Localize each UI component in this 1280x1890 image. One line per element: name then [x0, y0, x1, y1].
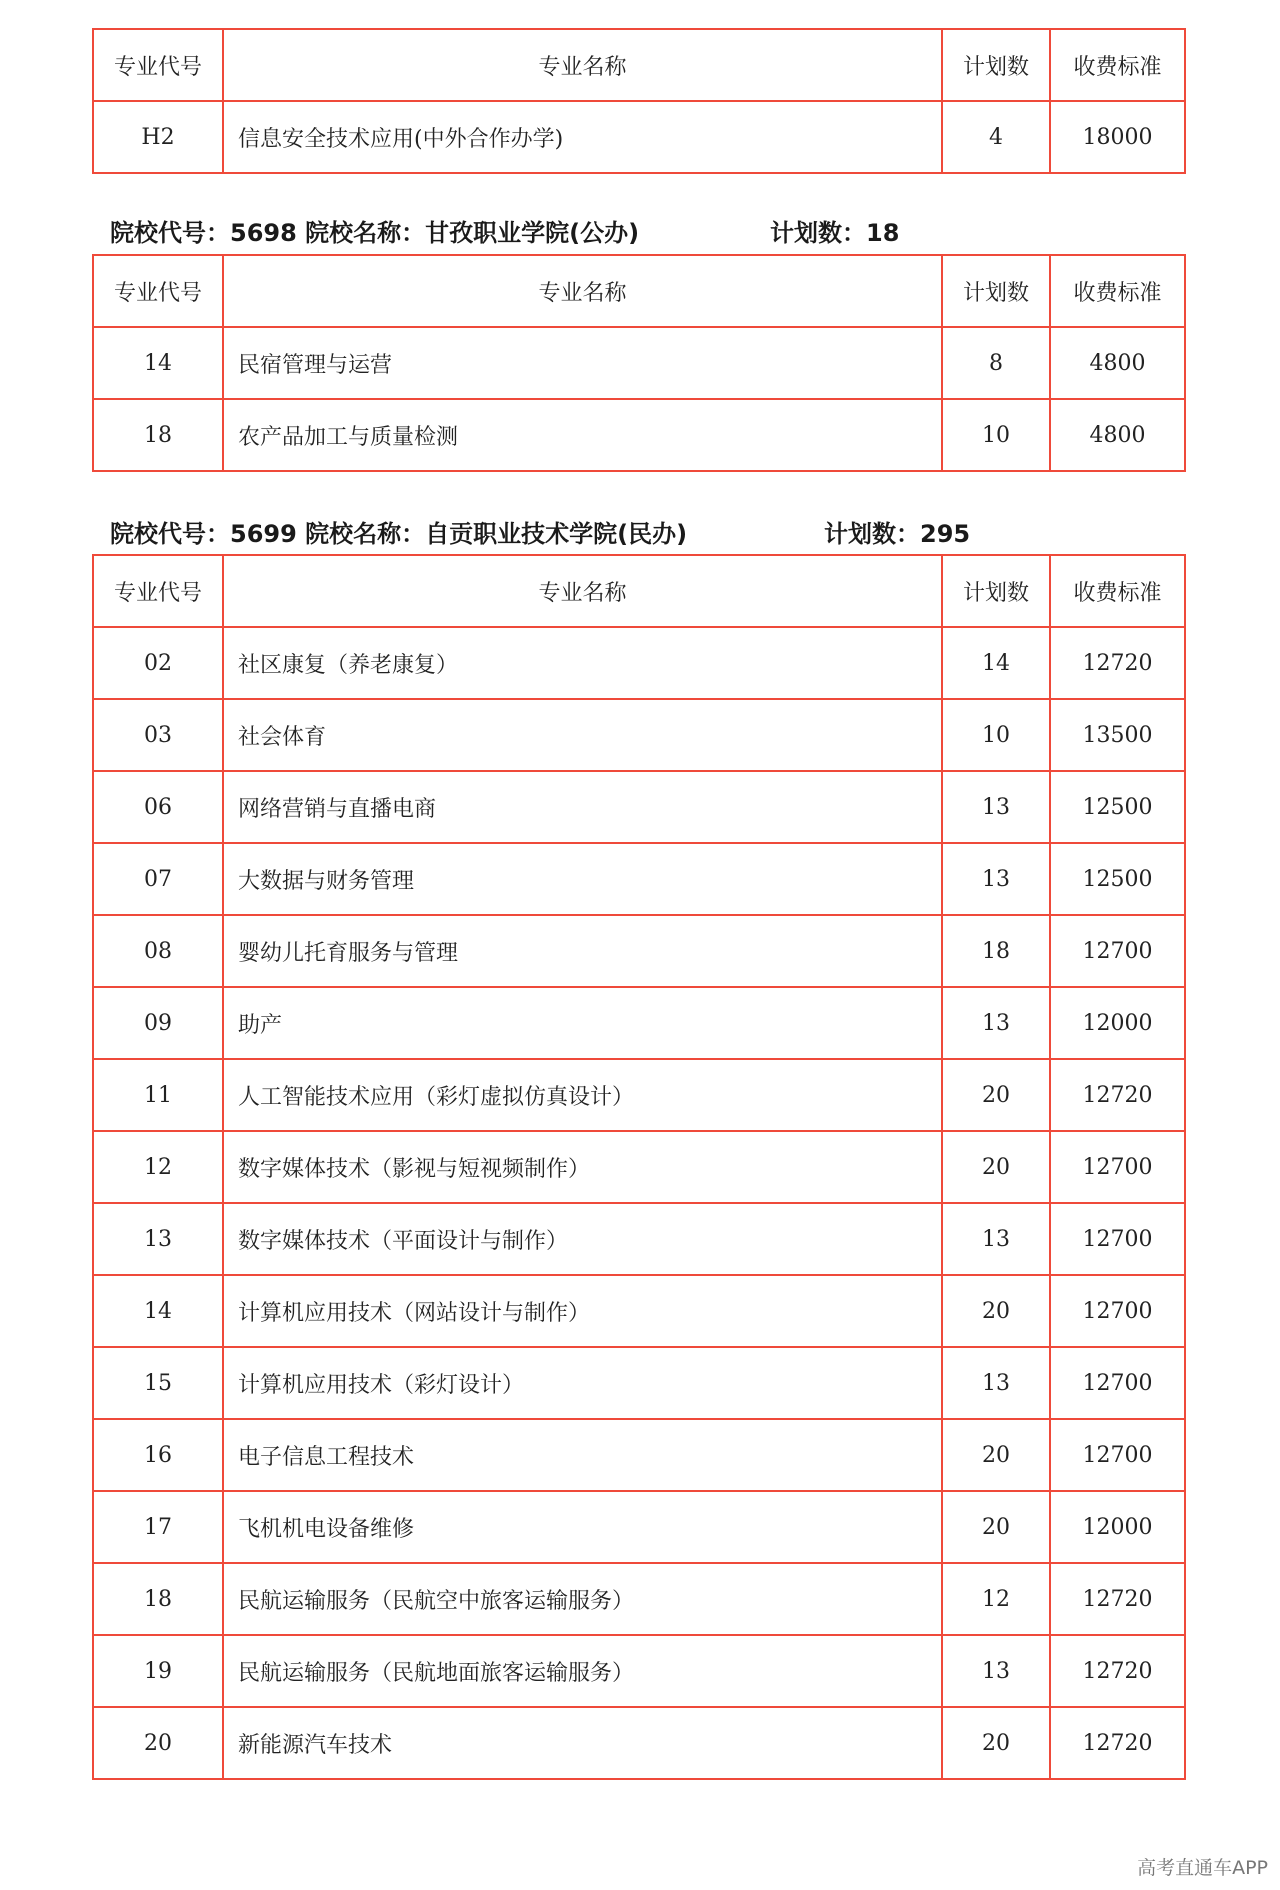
table-row: [93, 1347, 1185, 1419]
major-name: 大数据与财务管理: [223, 843, 942, 915]
major-code: 03: [93, 699, 223, 771]
major-code: 19: [93, 1635, 223, 1707]
school-plan-label: 计划数：295: [824, 520, 971, 548]
fee-standard: 12000: [1050, 987, 1185, 1059]
major-table-1: [92, 28, 1186, 174]
plan-count: 13: [942, 843, 1050, 915]
header-major-code: 专业代号: [93, 255, 223, 327]
plan-count: 4: [942, 101, 1050, 173]
plan-count: 20: [942, 1491, 1050, 1563]
major-code: 18: [93, 1563, 223, 1635]
header-major-name: 专业名称: [223, 255, 942, 327]
table-row: [93, 1491, 1185, 1563]
major-table-2: [92, 254, 1186, 472]
table-row: [93, 327, 1185, 399]
major-code: 12: [93, 1131, 223, 1203]
table-row: [93, 627, 1185, 699]
header-major-name: 专业名称: [223, 29, 942, 101]
major-name: 信息安全技术应用(中外合作办学): [223, 101, 942, 173]
table-row: [93, 1635, 1185, 1707]
school-name-label: 院校名称：自贡职业技术学院(民办): [305, 520, 688, 548]
major-code: H2: [93, 101, 223, 173]
major-name: 人工智能技术应用（彩灯虚拟仿真设计）: [223, 1059, 942, 1131]
major-name: 数字媒体技术（影视与短视频制作）: [223, 1131, 942, 1203]
fee-standard: 18000: [1050, 101, 1185, 173]
major-code: 20: [93, 1707, 223, 1779]
major-code: 08: [93, 915, 223, 987]
table-row: [93, 987, 1185, 1059]
table-row: [93, 843, 1185, 915]
fee-standard: 4800: [1050, 399, 1185, 471]
fee-standard: 12700: [1050, 1275, 1185, 1347]
fee-standard: 12720: [1050, 1059, 1185, 1131]
fee-standard: 12700: [1050, 1131, 1185, 1203]
major-code: 06: [93, 771, 223, 843]
major-code: 09: [93, 987, 223, 1059]
major-name: 社会体育: [223, 699, 942, 771]
header-fee-standard: 收费标准: [1050, 255, 1185, 327]
table-header-row: [93, 255, 1185, 327]
plan-count: 8: [942, 327, 1050, 399]
plan-count: 12: [942, 1563, 1050, 1635]
school-plan-label: 计划数：18: [770, 219, 900, 247]
fee-standard: 12700: [1050, 1419, 1185, 1491]
major-code: 07: [93, 843, 223, 915]
major-code: 02: [93, 627, 223, 699]
school-name-label: 院校名称：甘孜职业学院(公办): [305, 219, 640, 247]
major-code: 18: [93, 399, 223, 471]
major-code: 14: [93, 1275, 223, 1347]
plan-count: 20: [942, 1131, 1050, 1203]
watermark-text: 高考直通车APP: [1137, 1857, 1268, 1879]
major-code: 17: [93, 1491, 223, 1563]
plan-count: 20: [942, 1707, 1050, 1779]
header-major-name: 专业名称: [223, 555, 942, 627]
plan-count: 10: [942, 399, 1050, 471]
plan-count: 13: [942, 1347, 1050, 1419]
major-name: 民航运输服务（民航空中旅客运输服务）: [223, 1563, 942, 1635]
header-plan-count: 计划数: [942, 255, 1050, 327]
major-code: 11: [93, 1059, 223, 1131]
plan-count: 20: [942, 1059, 1050, 1131]
major-code: 14: [93, 327, 223, 399]
major-table-3: [92, 554, 1186, 1780]
table-header-row: [93, 29, 1185, 101]
table-row: [93, 1131, 1185, 1203]
fee-standard: 12700: [1050, 915, 1185, 987]
header-fee-standard: 收费标准: [1050, 555, 1185, 627]
plan-count: 10: [942, 699, 1050, 771]
fee-standard: 12000: [1050, 1491, 1185, 1563]
school-code-label: 院校代号：5698: [110, 219, 297, 247]
fee-standard: 12720: [1050, 1707, 1185, 1779]
header-major-code: 专业代号: [93, 29, 223, 101]
fee-standard: 12700: [1050, 1347, 1185, 1419]
plan-count: 13: [942, 1635, 1050, 1707]
major-code: 13: [93, 1203, 223, 1275]
major-name: 民宿管理与运营: [223, 327, 942, 399]
major-code: 15: [93, 1347, 223, 1419]
plan-count: 14: [942, 627, 1050, 699]
plan-count: 13: [942, 771, 1050, 843]
table-row: [93, 771, 1185, 843]
fee-standard: 12700: [1050, 1203, 1185, 1275]
fee-standard: 4800: [1050, 327, 1185, 399]
fee-standard: 12720: [1050, 1635, 1185, 1707]
table-row: [93, 1419, 1185, 1491]
table-row: [93, 915, 1185, 987]
major-name: 飞机机电设备维修: [223, 1491, 942, 1563]
fee-standard: 12500: [1050, 771, 1185, 843]
major-name: 计算机应用技术（网站设计与制作）: [223, 1275, 942, 1347]
table-row: [93, 1275, 1185, 1347]
school-header-5699: [110, 517, 971, 551]
header-major-code: 专业代号: [93, 555, 223, 627]
major-name: 农产品加工与质量检测: [223, 399, 942, 471]
plan-count: 20: [942, 1419, 1050, 1491]
school-code-label: 院校代号：5699: [110, 520, 297, 548]
plan-count: 13: [942, 987, 1050, 1059]
table-row: [93, 1059, 1185, 1131]
header-plan-count: 计划数: [942, 29, 1050, 101]
header-fee-standard: 收费标准: [1050, 29, 1185, 101]
major-name: 社区康复（养老康复）: [223, 627, 942, 699]
table-row: [93, 1563, 1185, 1635]
table-row: [93, 399, 1185, 471]
major-name: 电子信息工程技术: [223, 1419, 942, 1491]
major-code: 16: [93, 1419, 223, 1491]
table-row: [93, 1203, 1185, 1275]
major-name: 婴幼儿托育服务与管理: [223, 915, 942, 987]
table-row: [93, 101, 1185, 173]
major-name: 民航运输服务（民航地面旅客运输服务）: [223, 1635, 942, 1707]
plan-count: 13: [942, 1203, 1050, 1275]
table-row: [93, 1707, 1185, 1779]
plan-count: 20: [942, 1275, 1050, 1347]
plan-count: 18: [942, 915, 1050, 987]
table-row: [93, 699, 1185, 771]
major-name: 计算机应用技术（彩灯设计）: [223, 1347, 942, 1419]
major-name: 新能源汽车技术: [223, 1707, 942, 1779]
fee-standard: 12720: [1050, 627, 1185, 699]
table-header-row: [93, 555, 1185, 627]
header-plan-count: 计划数: [942, 555, 1050, 627]
school-header-5698: [110, 216, 900, 250]
major-name: 网络营销与直播电商: [223, 771, 942, 843]
fee-standard: 12500: [1050, 843, 1185, 915]
fee-standard: 13500: [1050, 699, 1185, 771]
major-name: 数字媒体技术（平面设计与制作）: [223, 1203, 942, 1275]
major-name: 助产: [223, 987, 942, 1059]
fee-standard: 12720: [1050, 1563, 1185, 1635]
